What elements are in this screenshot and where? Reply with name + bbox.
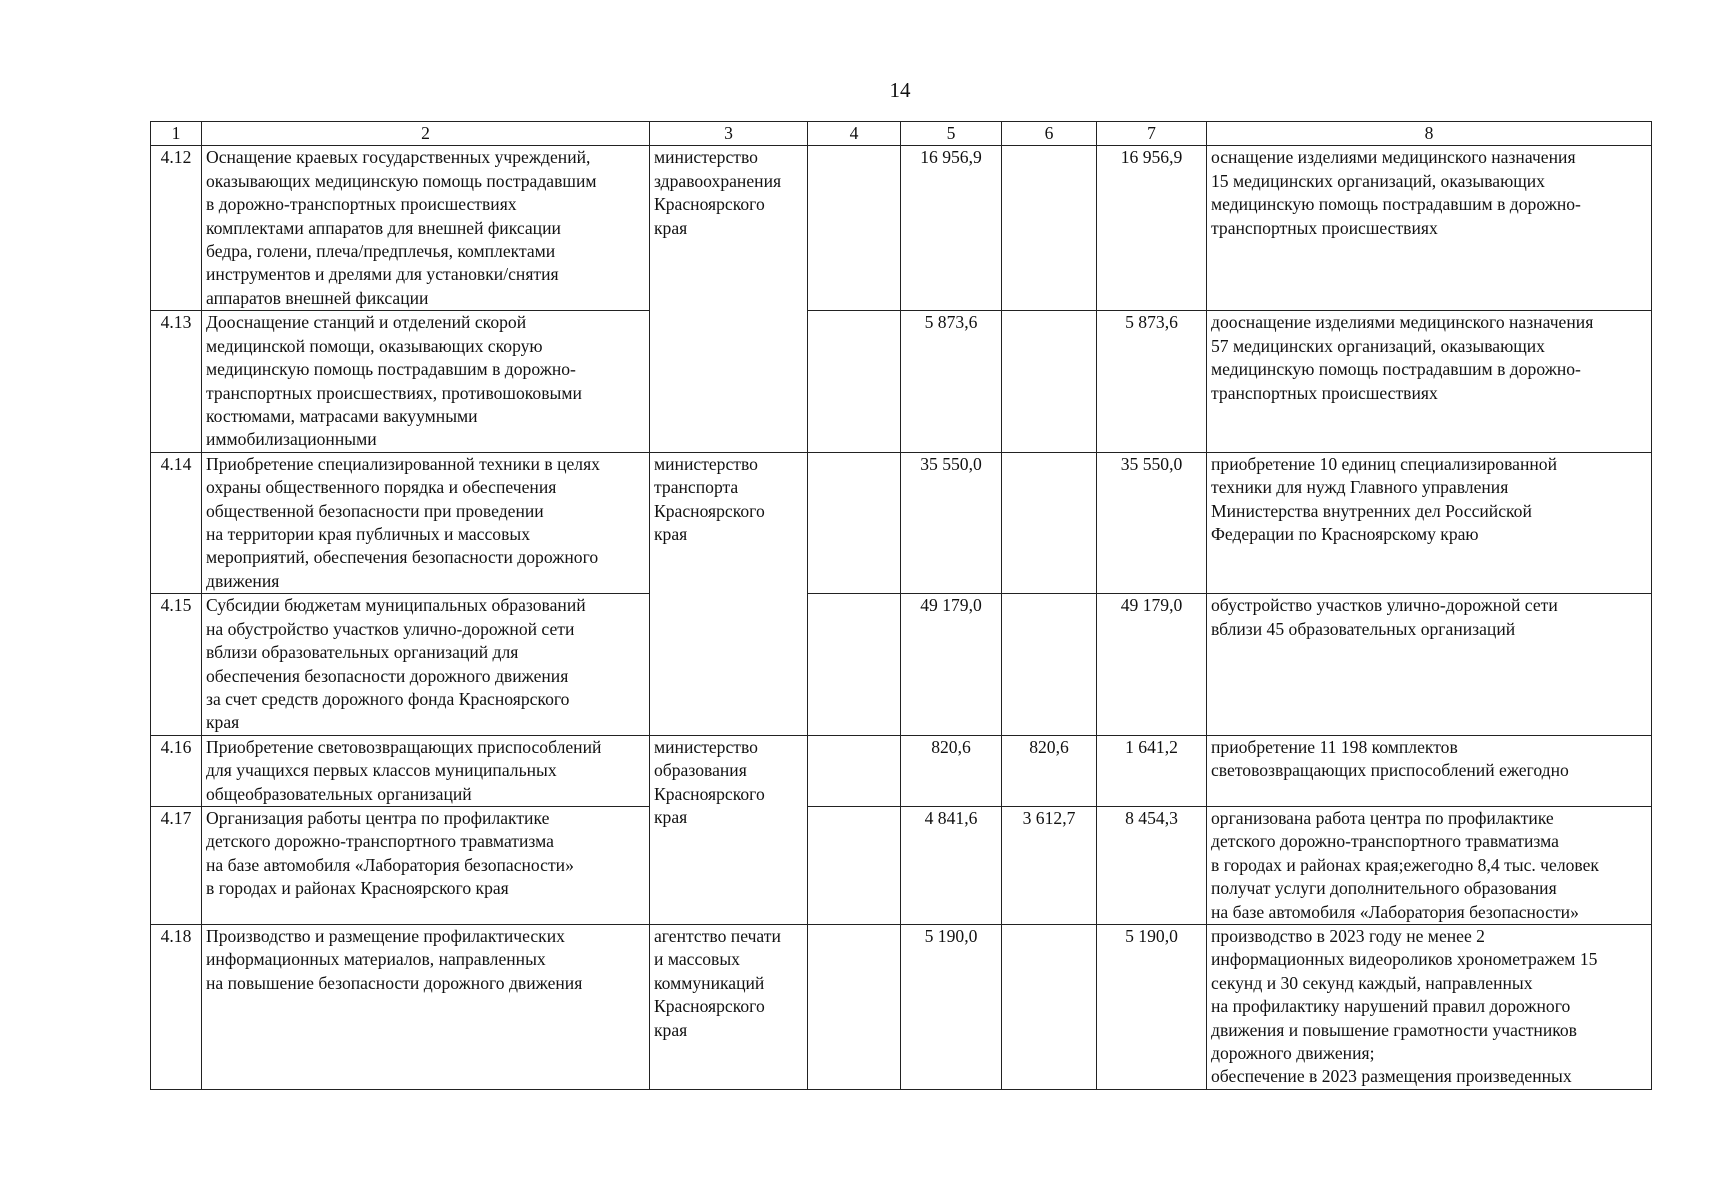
col7-value: 49 179,0 (1097, 594, 1207, 735)
measures-table (150, 121, 1652, 1090)
column-header: 1 (151, 122, 202, 146)
expected-result: организована работа центра по профилактике детского дорожно-транспортного травматизма в городах и районах края;ежегодно 8,4 тыс. человек получат услуги дополнительного образования на базе автомобиля «Лаборатория безопасности» (1207, 806, 1652, 924)
col4-value (808, 452, 901, 593)
row-number: 4.16 (151, 735, 202, 806)
col7-value: 5 873,6 (1097, 311, 1207, 452)
row-number: 4.14 (151, 452, 202, 593)
col6-value: 820,6 (1002, 735, 1097, 806)
col7-value: 8 454,3 (1097, 806, 1207, 924)
col5-value: 5 190,0 (901, 924, 1002, 1089)
column-header: 3 (650, 122, 808, 146)
table-row (151, 452, 1652, 593)
measure-description: Дооснащение станций и отделений скорой медицинской помощи, оказывающих скорую медицинскую помощь пострадавшим в дорожно- транспортных происшествиях, противошоковыми костюмами, матрасами вакуумными иммобилизационными (202, 311, 650, 452)
col5-value: 35 550,0 (901, 452, 1002, 593)
column-header: 5 (901, 122, 1002, 146)
col4-value (808, 594, 901, 735)
table-row (151, 806, 1652, 924)
page-number: 14 (889, 78, 911, 102)
table-row (151, 735, 1652, 806)
col5-value: 4 841,6 (901, 806, 1002, 924)
column-header: 6 (1002, 122, 1097, 146)
expected-result: приобретение 10 единиц специализированной техники для нужд Главного управления Министерства внутренних дел Российской Федерации по Красноярскому краю (1207, 452, 1652, 593)
col6-value (1002, 924, 1097, 1089)
col6-value (1002, 452, 1097, 593)
col7-value: 16 956,9 (1097, 146, 1207, 311)
column-header: 8 (1207, 122, 1652, 146)
col4-value (808, 311, 901, 452)
executor: министерство транспорта Красноярского края (650, 452, 808, 735)
col5-value: 49 179,0 (901, 594, 1002, 735)
row-number: 4.15 (151, 594, 202, 735)
col7-value: 1 641,2 (1097, 735, 1207, 806)
measure-description: Оснащение краевых государственных учреждений, оказывающих медицинскую помощь пострадавшим в дорожно-транспортных происшествиях комплектами аппаратов для внешней фиксации бедра, голени, плеча/предплечья, комплектами инструментов и дрелями для установки/снятия аппаратов внешней фиксации (202, 146, 650, 311)
table-row (151, 924, 1652, 1089)
executor: агентство печати и массовых коммуникаций Красноярского края (650, 924, 808, 1089)
col4-value (808, 806, 901, 924)
col5-value: 16 956,9 (901, 146, 1002, 311)
col6-value (1002, 311, 1097, 452)
column-header: 7 (1097, 122, 1207, 146)
measure-description: Организация работы центра по профилактике детского дорожно-транспортного травматизма на базе автомобиля «Лаборатория безопасности» в городах и районах Красноярского края (202, 806, 650, 924)
table-row (151, 146, 1652, 311)
col4-value (808, 735, 901, 806)
column-header: 4 (808, 122, 901, 146)
executor: министерство образования Красноярского края (650, 735, 808, 924)
expected-result: приобретение 11 198 комплектов световозвращающих приспособлений ежегодно (1207, 735, 1652, 806)
expected-result: дооснащение изделиями медицинского назначения 57 медицинских организаций, оказывающих медицинскую помощь пострадавшим в дорожно- транспортных происшествиях (1207, 311, 1652, 452)
expected-result: оснащение изделиями медицинского назначения 15 медицинских организаций, оказывающих медицинскую помощь пострадавшим в дорожно- транспортных происшествиях (1207, 146, 1652, 311)
col7-value: 5 190,0 (1097, 924, 1207, 1089)
row-number: 4.18 (151, 924, 202, 1089)
col6-value: 3 612,7 (1002, 806, 1097, 924)
column-header: 2 (202, 122, 650, 146)
expected-result: производство в 2023 году не менее 2 информационных видеороликов хронометражем 15 секунд и 30 секунд каждый, направленных на профилактику нарушений правил дорожного движения и повышение грамотности участников дорожного движения; обеспечение в 2023 размещения произведенных (1207, 924, 1652, 1089)
measure-description: Приобретение световозвращающих приспособлений для учащихся первых классов муниципальных общеобразовательных организаций (202, 735, 650, 806)
expected-result: обустройство участков улично-дорожной сети вблизи 45 образовательных организаций (1207, 594, 1652, 735)
table-row (151, 311, 1652, 452)
col7-value: 35 550,0 (1097, 452, 1207, 593)
row-number: 4.17 (151, 806, 202, 924)
measure-description: Производство и размещение профилактических информационных материалов, направленных на повышение безопасности дорожного движения (202, 924, 650, 1089)
col4-value (808, 146, 901, 311)
col4-value (808, 924, 901, 1089)
col6-value (1002, 146, 1097, 311)
col5-value: 5 873,6 (901, 311, 1002, 452)
executor: министерство здравоохранения Красноярского края (650, 146, 808, 452)
row-number: 4.13 (151, 311, 202, 452)
column-header-row (151, 122, 1652, 146)
col6-value (1002, 594, 1097, 735)
col5-value: 820,6 (901, 735, 1002, 806)
row-number: 4.12 (151, 146, 202, 311)
measure-description: Субсидии бюджетам муниципальных образований на обустройство участков улично-дорожной сети вблизи образовательных организаций для обеспечения безопасности дорожного движения за счет средств дорожного фонда Красноярского края (202, 594, 650, 735)
table-row (151, 594, 1652, 735)
measure-description: Приобретение специализированной техники в целях охраны общественного порядка и обеспечения общественной безопасности при проведении на территории края публичных и массовых мероприятий, обеспечения безопасности дорожного движения (202, 452, 650, 593)
